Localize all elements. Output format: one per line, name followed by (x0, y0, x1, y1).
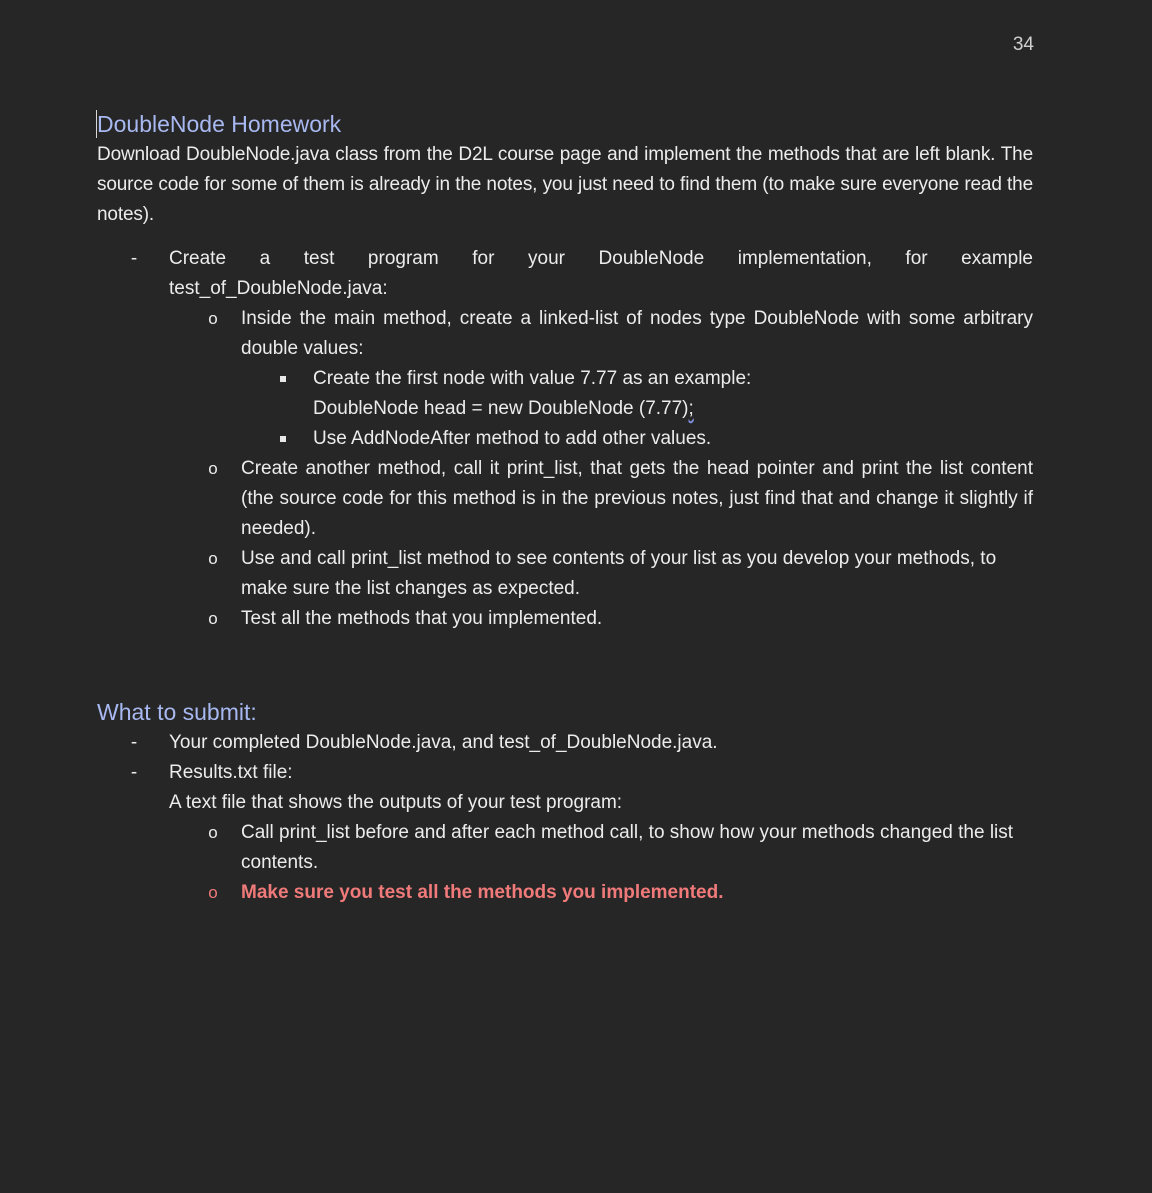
circle-bullet: o (208, 823, 218, 842)
document-body (97, 108, 1033, 908)
submit-item-desc: A text file that shows the outputs of your test program: (169, 792, 623, 813)
subtask-text: Test all the methods that you implemented. (241, 608, 603, 629)
task-sublist (169, 304, 1033, 634)
dash-bullet: - (130, 248, 138, 269)
sub-subtask-text: Create the first node with value 7.77 as an example: (313, 368, 752, 389)
submit-subitem (169, 878, 1033, 908)
submit-item-text: Your completed DoubleNode.java, and test_of_DoubleNode.java. (169, 732, 718, 753)
submit-item (97, 728, 1033, 758)
submit-subitem (169, 818, 1033, 878)
circle-bullet: o (208, 883, 218, 902)
subtask-item (169, 604, 1033, 634)
code-example (241, 394, 1033, 424)
submit-subitem-text: Call print_list before and after each method call, to show how your methods changed the list contents. (241, 822, 1014, 873)
page-number: 34 (1012, 34, 1034, 55)
homework-title: DoubleNode Homework (97, 111, 342, 137)
dash-bullet: - (130, 732, 138, 753)
submit-item-text: Results.txt file: (169, 762, 293, 783)
task-line-2: test_of_DoubleNode.java: (169, 278, 388, 299)
subtask-text: Create another method, call it print_list, that gets the head pointer and print the list content (the source code for this method is in the previous notes, just find that and change it slightly if needed). (241, 458, 1033, 539)
task-line-1: Create a test program for your DoubleNode implementation, for example (169, 248, 1033, 269)
submit-list (97, 728, 1033, 908)
subtask-text: Inside the main method, create a linked-list of nodes type DoubleNode with some arbitrary double values: (241, 308, 1033, 359)
dash-bullet: - (130, 762, 138, 783)
subtask-item (169, 454, 1033, 544)
text-cursor (96, 110, 97, 138)
square-bullet (271, 364, 295, 394)
intro-paragraph: Download DoubleNode.java class from the D2L course page and implement the methods that are left blank. The source code for some of them is already in the notes, you just need to find them (to make sure everyone read the notes). (97, 144, 1033, 225)
sub-subtask-item (241, 364, 1033, 394)
submit-heading: What to submit: (97, 699, 257, 725)
submit-item (97, 758, 1033, 908)
circle-bullet: o (208, 609, 218, 628)
sub-subtask-item (241, 424, 1033, 454)
subtask-item (169, 304, 1033, 454)
subtask-item (169, 544, 1033, 604)
subtask-sublist (241, 364, 1033, 454)
circle-bullet: o (208, 549, 218, 568)
task-list (97, 244, 1033, 634)
submit-warning-text: Make sure you test all the methods you implemented. (241, 882, 724, 903)
circle-bullet: o (208, 459, 218, 478)
code-semicolon: ; (688, 398, 694, 419)
circle-bullet: o (208, 309, 218, 328)
task-item (97, 244, 1033, 634)
code-text: DoubleNode head = new DoubleNode (7.77) (313, 398, 689, 419)
subtask-text: Use and call print_list method to see contents of your list as you develop your methods, to make sure the list changes as expected. (241, 548, 997, 599)
submit-sublist (169, 818, 1033, 908)
homework-heading (97, 108, 1033, 140)
square-bullet (271, 424, 295, 454)
sub-subtask-text: Use AddNodeAfter method to add other values. (313, 428, 712, 449)
